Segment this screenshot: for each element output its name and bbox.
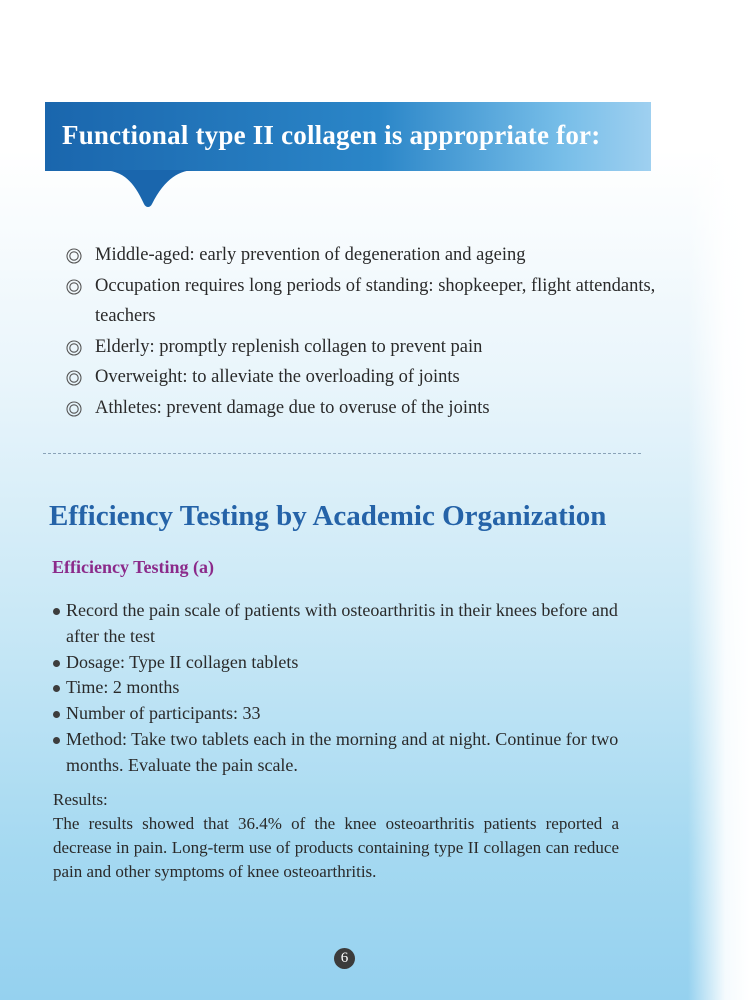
list-item [52, 727, 642, 779]
double-circle-bullet-icon [66, 370, 82, 386]
page-edge-fade [688, 0, 750, 1000]
dot-bullet-icon [53, 660, 60, 667]
dot-bullet-icon [53, 608, 60, 615]
list-item [66, 332, 666, 363]
list-item-text: Time: 2 months [66, 677, 180, 698]
banner-title: Functional type II collagen is appropriate for: [62, 120, 601, 150]
results-block [53, 788, 619, 884]
banner-pointer [100, 170, 210, 208]
page-number: 6 [334, 948, 355, 969]
section-subtitle: Efficiency Testing (a) [52, 557, 214, 577]
list-item [66, 362, 666, 393]
dot-bullet-icon [53, 711, 60, 718]
double-circle-bullet-icon [66, 340, 82, 356]
results-text: The results showed that 36.4% of the knee osteoarthritis patients reported a decrease in pain. Long-term use of products containing type II collagen can reduce pain and other symptoms of knee osteoarthritis. [53, 814, 619, 881]
appropriate-for-list [66, 240, 666, 423]
list-item-text: Record the pain scale of patients with osteoarthritis in their knees before and after the test [66, 600, 618, 646]
list-item-text: Athletes: prevent damage due to overuse of the joints [95, 397, 490, 418]
list-item [66, 271, 666, 332]
double-circle-bullet-icon [66, 279, 82, 295]
test-details-list [52, 598, 642, 779]
list-item [66, 240, 666, 271]
dot-bullet-icon [53, 685, 60, 692]
list-item [52, 650, 642, 676]
list-item-text: Elderly: promptly replenish collagen to prevent pain [95, 336, 483, 357]
list-item-text: Overweight: to alleviate the overloading of joints [95, 367, 460, 387]
double-circle-bullet-icon [66, 248, 82, 264]
list-item-text: Occupation requires long periods of standing: shopkeeper, flight attendants, teachers [95, 275, 656, 326]
section-title: Efficiency Testing by Academic Organization [49, 500, 607, 532]
results-label: Results: [53, 790, 108, 809]
list-item-text: Middle-aged: early prevention of degeneration and ageing [95, 245, 526, 265]
list-item [52, 598, 642, 650]
list-item [66, 393, 666, 424]
dot-bullet-icon [53, 737, 60, 744]
dashed-divider [43, 453, 641, 454]
list-item-text: Number of participants: 33 [66, 703, 261, 724]
list-item [52, 701, 642, 727]
list-item-text: Dosage: Type II collagen tablets [66, 651, 299, 672]
double-circle-bullet-icon [66, 401, 82, 417]
list-item [52, 675, 642, 701]
list-item-text: Method: Take two tablets each in the morning and at night. Continue for two months. Evaluate the pain scale. [66, 728, 619, 775]
